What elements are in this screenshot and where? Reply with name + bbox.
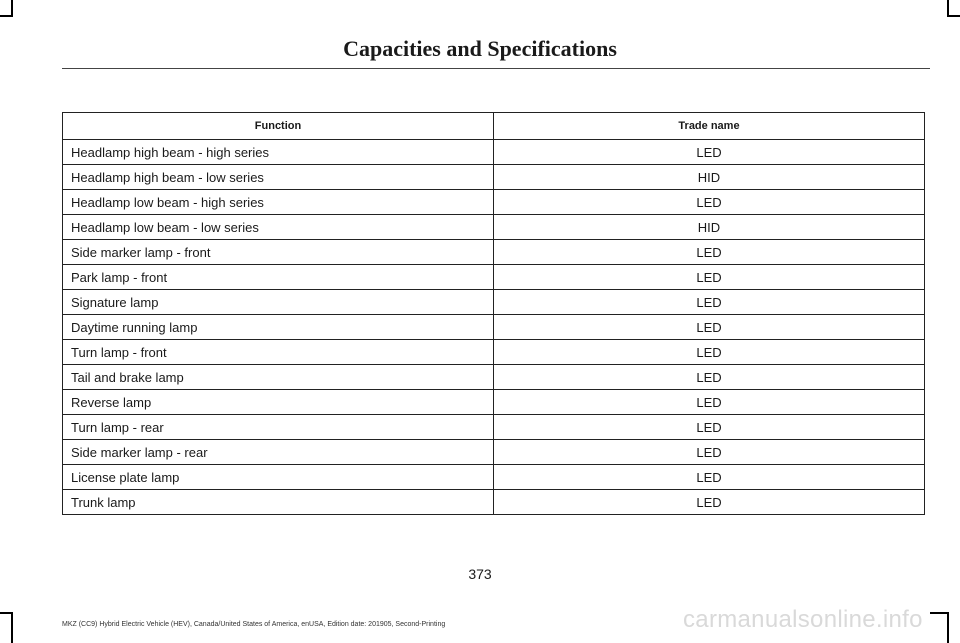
trade-name-cell: LED (494, 365, 925, 390)
table-row (63, 340, 925, 365)
function-cell: Headlamp low beam - low series (63, 215, 494, 240)
table-row (63, 190, 925, 215)
table-row (63, 240, 925, 265)
crop-mark-bottom-left-v (11, 612, 13, 643)
function-cell: Daytime running lamp (63, 315, 494, 340)
page-title: Capacities and Specifications (343, 36, 617, 61)
function-cell: Side marker lamp - front (63, 240, 494, 265)
trade-name-cell: LED (494, 340, 925, 365)
trade-name-cell: LED (494, 140, 925, 165)
trade-name-cell: LED (494, 490, 925, 515)
trade-name-cell: HID (494, 165, 925, 190)
table-row (63, 165, 925, 190)
function-cell: Park lamp - front (63, 265, 494, 290)
function-cell: Headlamp low beam - high series (63, 190, 494, 215)
crop-mark-bottom-right-v (947, 612, 949, 643)
table-row (63, 140, 925, 165)
function-cell: Turn lamp - front (63, 340, 494, 365)
crop-mark-bottom-left-h (0, 612, 13, 614)
table-body (63, 140, 925, 515)
function-cell: Turn lamp - rear (63, 415, 494, 440)
function-cell: Signature lamp (63, 290, 494, 315)
trade-name-cell: LED (494, 240, 925, 265)
table-row (63, 315, 925, 340)
edition-footer: MKZ (CC9) Hybrid Electric Vehicle (HEV), Canada/United States of America, enUSA, Edition date: 201905, Second-Printing (62, 621, 446, 628)
trade-name-cell: HID (494, 215, 925, 240)
function-cell: Headlamp high beam - high series (63, 140, 494, 165)
trade-name-cell: LED (494, 465, 925, 490)
trade-name-cell: LED (494, 290, 925, 315)
trade-name-cell: LED (494, 390, 925, 415)
trade-name-cell: LED (494, 315, 925, 340)
table-header-row (63, 113, 925, 140)
function-cell: Side marker lamp - rear (63, 440, 494, 465)
table-row (63, 290, 925, 315)
function-cell: Headlamp high beam - low series (63, 165, 494, 190)
watermark: carmanualsonline.info (683, 606, 923, 633)
function-cell: Tail and brake lamp (63, 365, 494, 390)
page-number: 373 (468, 566, 492, 582)
trade-name-cell: LED (494, 440, 925, 465)
title-divider (62, 68, 930, 69)
function-cell: Trunk lamp (63, 490, 494, 515)
table-row (63, 415, 925, 440)
table-row (63, 465, 925, 490)
trade-name-cell: LED (494, 265, 925, 290)
table-row (63, 490, 925, 515)
table-row (63, 390, 925, 415)
crop-mark-bottom-right-h (930, 612, 949, 614)
function-cell: Reverse lamp (63, 390, 494, 415)
table-row (63, 440, 925, 465)
crop-mark-top-left-h (0, 15, 13, 17)
column-header-function: Function (63, 113, 494, 140)
table-row (63, 215, 925, 240)
table-row (63, 265, 925, 290)
table-row (63, 365, 925, 390)
bulb-specification-table (62, 112, 925, 515)
trade-name-cell: LED (494, 190, 925, 215)
function-cell: License plate lamp (63, 465, 494, 490)
column-header-trade-name: Trade name (494, 113, 925, 140)
trade-name-cell: LED (494, 415, 925, 440)
crop-mark-top-right-h (947, 15, 960, 17)
